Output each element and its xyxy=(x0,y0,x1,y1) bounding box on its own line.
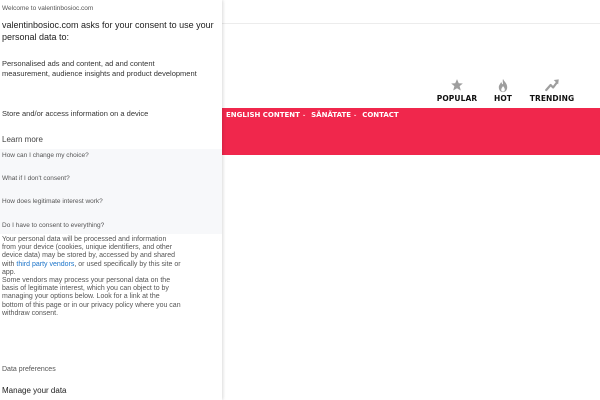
third-party-vendors-link[interactable]: third party vendors xyxy=(16,260,75,268)
star-icon xyxy=(450,77,464,93)
nav-sanatate-label: SĂNĂTATE xyxy=(311,111,351,119)
learn-more-link[interactable]: Learn more xyxy=(2,135,43,144)
trending-link[interactable] xyxy=(529,77,575,103)
popular-label: POPULAR xyxy=(436,94,478,103)
manage-data-button[interactable]: Manage your data xyxy=(2,386,67,395)
body-text-start: Your personal data will be processed and information from your device (cookies, unique identifiers, and other device data) may be stored by, accessed by and shared with xyxy=(2,236,176,268)
consent-welcome: Welcome to valentinbosioc.com xyxy=(2,5,94,12)
chevron-down-icon: ⌄ xyxy=(301,112,307,118)
faq-consent-everything[interactable]: Do I have to consent to everything? xyxy=(2,222,105,229)
hot-label: HOT xyxy=(493,94,513,103)
purpose-personalised-ads: Personalised ads and content, ad and content measurement, audience insights and product development xyxy=(2,59,197,78)
site-top-bar xyxy=(222,0,600,24)
flame-icon xyxy=(497,77,509,93)
purpose-store-access: Store and/or access information on a device xyxy=(2,109,149,118)
faq-legitimate-interest[interactable]: How does legitimate interest work? xyxy=(2,198,103,205)
nav-contact[interactable] xyxy=(362,111,399,119)
hot-link[interactable] xyxy=(486,77,520,103)
faq-change-choice[interactable]: How can I change my choice? xyxy=(2,152,89,159)
nav-contact-label: CONTACT xyxy=(362,111,399,119)
data-preferences-label: Data preferences xyxy=(2,366,56,373)
faq-section xyxy=(0,149,222,234)
trending-label: TRENDING xyxy=(529,94,575,103)
nav-sanatate[interactable] xyxy=(311,111,357,119)
consent-body-processing xyxy=(2,236,182,277)
consent-headline: valentinbosioc.com asks for your consent to use your personal data to: xyxy=(2,20,214,42)
nav-english-content-label: ENGLISH CONTENT xyxy=(226,111,300,119)
consent-body-legitimate-interest: Some vendors may process your personal data on the basis of legitimate interest, which you can object to by managing your options below. Look for a link at the bottom of this page or in our privacy policy where you can withdraw consent. xyxy=(2,277,181,317)
trending-menu xyxy=(436,77,575,103)
faq-dont-consent[interactable]: What if I don't consent? xyxy=(2,175,70,182)
main-navigation xyxy=(222,108,600,155)
consent-dialog xyxy=(0,0,222,400)
chevron-down-icon: ⌄ xyxy=(353,112,358,118)
nav-english-content[interactable] xyxy=(226,111,306,119)
trending-arrow-icon xyxy=(545,77,560,93)
body-text-end: , or used specifically by this site or app. xyxy=(2,260,181,276)
popular-link[interactable] xyxy=(436,77,478,103)
